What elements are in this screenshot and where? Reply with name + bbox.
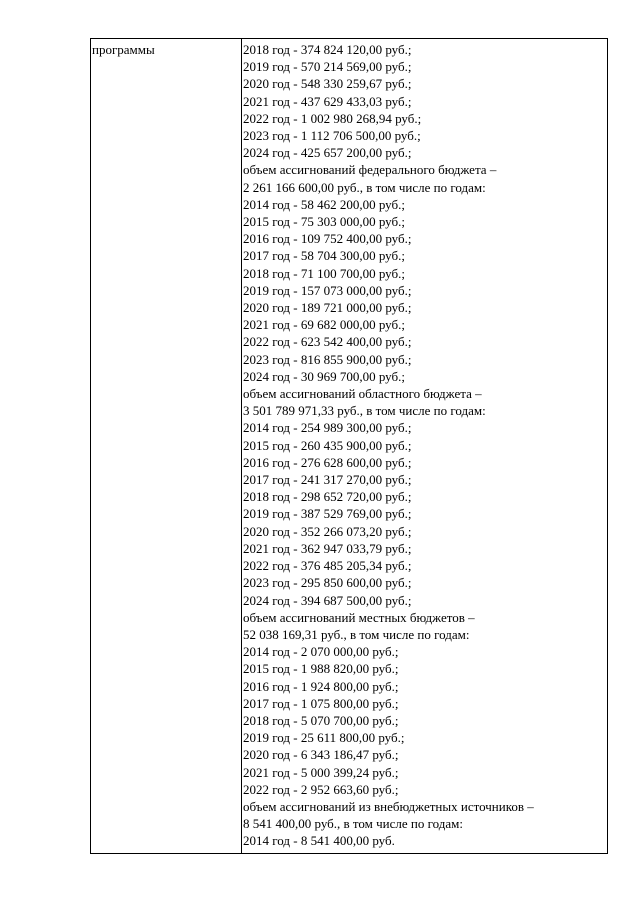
funding-line: 2 261 166 600,00 руб., в том числе по годам: bbox=[243, 179, 486, 195]
funding-line: 2015 год - 1 988 820,00 руб.; bbox=[243, 661, 399, 677]
funding-line: 2021 год - 437 629 433,03 руб.; bbox=[243, 93, 412, 109]
funding-line: 2018 год - 298 652 720,00 руб.; bbox=[243, 489, 412, 505]
funding-line: 2015 год - 75 303 000,00 руб.; bbox=[243, 214, 405, 230]
funding-line: 2016 год - 109 752 400,00 руб.; bbox=[243, 231, 412, 247]
funding-line: 2021 год - 5 000 399,24 руб.; bbox=[243, 764, 399, 780]
funding-line: 2017 год - 58 704 300,00 руб.; bbox=[243, 248, 405, 264]
funding-line: 2014 год - 254 989 300,00 руб.; bbox=[243, 420, 412, 436]
funding-line: 2019 год - 387 529 769,00 руб.; bbox=[243, 506, 412, 522]
funding-line: объем ассигнований из внебюджетных источников – bbox=[243, 798, 534, 814]
funding-line: 2023 год - 295 850 600,00 руб.; bbox=[243, 575, 412, 591]
funding-line: 2014 год - 2 070 000,00 руб.; bbox=[243, 644, 399, 660]
funding-line: 2022 год - 623 542 400,00 руб.; bbox=[243, 334, 412, 350]
funding-line: 2023 год - 816 855 900,00 руб.; bbox=[243, 351, 412, 367]
funding-line: 2023 год - 1 112 706 500,00 руб.; bbox=[243, 128, 421, 144]
funding-line: 2020 год - 352 266 073,20 руб.; bbox=[243, 523, 412, 539]
funding-line: 2016 год - 276 628 600,00 руб.; bbox=[243, 454, 412, 470]
funding-line: 2017 год - 241 317 270,00 руб.; bbox=[243, 472, 412, 488]
funding-line: 2022 год - 376 485 205,34 руб.; bbox=[243, 558, 412, 574]
funding-line: 2019 год - 570 214 569,00 руб.; bbox=[243, 59, 412, 75]
funding-line: 2014 год - 58 462 200,00 руб.; bbox=[243, 196, 405, 212]
funding-line: 2021 год - 69 682 000,00 руб.; bbox=[243, 317, 405, 333]
funding-line: 2022 год - 2 952 663,60 руб.; bbox=[243, 781, 399, 797]
funding-table bbox=[90, 38, 608, 854]
funding-line: 2020 год - 548 330 259,67 руб.; bbox=[243, 76, 412, 92]
funding-line: 8 541 400,00 руб., в том числе по годам: bbox=[243, 816, 463, 832]
funding-line: 2017 год - 1 075 800,00 руб.; bbox=[243, 695, 399, 711]
funding-line: 3 501 789 971,33 руб., в том числе по годам: bbox=[243, 403, 486, 419]
funding-line: 2019 год - 157 073 000,00 руб.; bbox=[243, 282, 412, 298]
funding-line: 2020 год - 189 721 000,00 руб.; bbox=[243, 300, 412, 316]
funding-line: объем ассигнований областного бюджета – bbox=[243, 386, 482, 402]
funding-line: 52 038 169,31 руб., в том числе по годам: bbox=[243, 626, 470, 642]
funding-line: 2022 год - 1 002 980 268,94 руб.; bbox=[243, 110, 422, 126]
funding-line: 2018 год - 374 824 120,00 руб.; bbox=[243, 42, 412, 57]
funding-details-cell bbox=[242, 39, 607, 853]
funding-line: 2016 год - 1 924 800,00 руб.; bbox=[243, 678, 399, 694]
funding-line: 2020 год - 6 343 186,47 руб.; bbox=[243, 747, 399, 763]
funding-line: 2018 год - 5 070 700,00 руб.; bbox=[243, 712, 399, 728]
funding-line: объем ассигнований федерального бюджета – bbox=[243, 162, 497, 178]
funding-line: 2019 год - 25 611 800,00 руб.; bbox=[243, 730, 405, 746]
row-label-cell bbox=[91, 39, 242, 853]
funding-line: 2014 год - 8 541 400,00 руб. bbox=[243, 833, 395, 849]
funding-line: 2024 год - 425 657 200,00 руб.; bbox=[243, 145, 412, 161]
funding-line: 2015 год - 260 435 900,00 руб.; bbox=[243, 437, 412, 453]
funding-line: 2018 год - 71 100 700,00 руб.; bbox=[243, 265, 405, 281]
row-label: программы bbox=[92, 42, 155, 57]
funding-line: 2024 год - 394 687 500,00 руб.; bbox=[243, 592, 412, 608]
funding-line: 2021 год - 362 947 033,79 руб.; bbox=[243, 540, 412, 556]
funding-line: 2024 год - 30 969 700,00 руб.; bbox=[243, 368, 405, 384]
funding-line: объем ассигнований местных бюджетов – bbox=[243, 609, 475, 625]
